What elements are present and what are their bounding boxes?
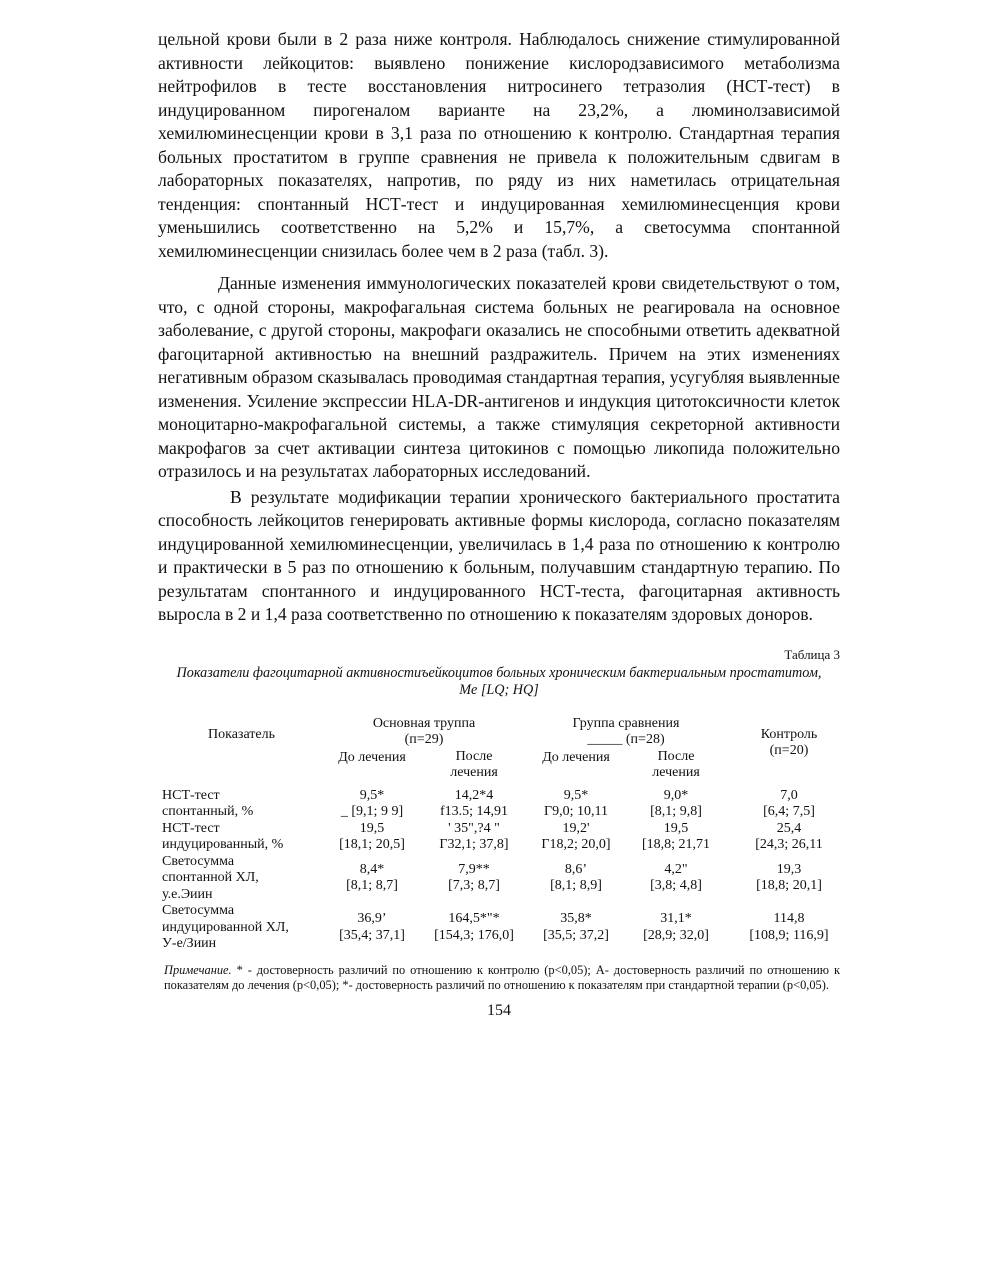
cell: 114,8 [108,9; 116,9] — [749, 911, 829, 943]
cell: 9,0* [8,1; 9,8] — [650, 787, 702, 819]
table-title: Показатели фагоцитарной активностиъейкоцитов больных хроническим бактериальным простатитом, Me [LQ; HQ] — [176, 664, 822, 698]
header-control: Контроль (п=20) — [760, 726, 818, 758]
table-row — [162, 788, 852, 821]
row-label: Светосумма индуцированной ХЛ, У-е/Зиин — [162, 903, 289, 951]
header-before-compare: До лечения — [542, 749, 610, 765]
cell: 19,5 [18,1; 20,5] — [339, 820, 405, 852]
cell: 19,2' Г18,2; 20,0] — [541, 820, 611, 852]
cell: 31,1* [28,9; 32,0] — [643, 911, 709, 943]
cell: 19,5 [18,8; 21,71 — [641, 820, 711, 852]
cell: 14,2*4 f13.5; 14,91 — [439, 787, 509, 819]
cell: 9,5* Г9,0; 10,11 — [544, 787, 608, 819]
cell: 35,8* [35,5; 37,2] — [543, 911, 609, 943]
paragraph-1: цельной крови были в 2 раза ниже контроля. Наблюдалось снижение стимулированной активности лейкоцитов: выявлено понижение кислородзависимого метаболизма нейтрофилов в тесте восстановления нитросинего тетразолия (НСТ-тест) в индуцированном пирогеналом варианте на 23,2%, а люминолзависимой хемилюминесценции крови в 3,1 раза по отношению к контролю. Стандартная терапия больных простатитом в группе сравнения не привела к положительным сдвигам в лабораторных показателях, напротив, по ряду из них наметилась отрицательная тенденция: спонтанный НСТ-тест и индуцированная хемилюминесценция крови уменьшились соответственно на 5,2% и 15,7%, а светосумма спонтанной хемилюминесценции снизилась более чем в 2 раза (табл. 3). — [158, 29, 840, 261]
note-lead: Примечание. — [164, 962, 232, 977]
table-row — [162, 903, 852, 953]
table-number: Таблица 3 — [784, 646, 840, 662]
cell: 4,2" [3,8; 4,8] — [650, 861, 702, 894]
cell: 8,6’ [8,1; 8,9] — [550, 861, 602, 894]
row-label: Светосумма спонтанной ХЛ, у.е.Эиин — [162, 853, 259, 902]
cell: 8,4* [8,1; 8,7] — [346, 861, 398, 894]
cell: 25,4 [24,3; 26,11 — [755, 820, 823, 852]
header-main-group: Основная труппа (п=29) — [372, 715, 476, 747]
header-indicator: Показатель — [208, 726, 275, 742]
cell: 19,3 [18,8; 20,1] — [756, 861, 822, 894]
paragraph-2: Данные изменения иммунологических показателей крови свидетельствуют о том, что, с одной стороны, макрофагальная система больных не реагировала на основное заболевание, с другой стороны, макрофаги оказались не способными ответить адекватной фагоцитарной активностью на внешний раздражитель. Причем на этих изменениях негативным образом сказывалась проводимая стандартная терапия, усугубляя выявленные изменения. Усиление экспрессии HLA-DR-антигенов и индукция цитотоксичности клеток моноцитарно-макрофагальной системы, а также стимуляция секреторной активности макрофагов за счет активации синтеза цитокинов с помощью ликопида положительно отразилось и на результатах лабораторных исследований. — [158, 273, 840, 481]
cell: 7,9** [7,3; 8,7] — [448, 861, 500, 894]
header-before-main: До лечения — [338, 749, 406, 765]
cell: 9,5* _ [9,1; 9 9] — [340, 787, 404, 819]
table-header-row-2 — [162, 749, 852, 782]
data-table — [162, 716, 852, 953]
cell: ' 35",?4 " Г32,1; 37,8] — [439, 820, 509, 852]
table-row — [162, 821, 852, 854]
header-after-main: После лечения — [450, 748, 498, 780]
row-label: НСТ-тест индуцированный, % — [162, 820, 284, 852]
header-compare-group: Группа сравнения _____ (п=28) — [572, 715, 680, 747]
page-number: 154 — [487, 1001, 511, 1019]
row-label: НСТ-тест спонтанный, % — [162, 787, 254, 819]
paragraph-3: В результате модификации терапии хронического бактериального простатита способность лейкоцитов генерировать активные формы кислорода, согласно показателям индуцированной хемилюминесценции, увеличилась в 1,4 раза по отношению к контролю и практически в 5 раз по отношению к больным, получавшим стандартную терапию. По результатам спонтанного и индуцированного НСТ-теста, фагоцитарная активность выросла в 2 и 1,4 раза соответственно по отношению к показателям здоровых доноров. — [158, 486, 840, 624]
cell: 164,5*"* [154,3; 176,0] — [434, 911, 514, 943]
cell: 7,0 [6,4; 7,5] — [763, 787, 815, 819]
note-text: * - достоверность различий по отношению к контролю (р<0,05); А- достоверность различий по отношению к показателям до лечения (р<0,05); *- достоверность различий по отношению к показателям при стандартной терапии (р<0,05). — [164, 962, 840, 992]
table-note — [158, 963, 840, 994]
header-after-compare: После лечения — [652, 748, 700, 780]
table-row — [162, 854, 852, 904]
cell: 36,9’ [35,4; 37,1] — [339, 911, 405, 943]
page-content — [158, 28, 840, 1020]
